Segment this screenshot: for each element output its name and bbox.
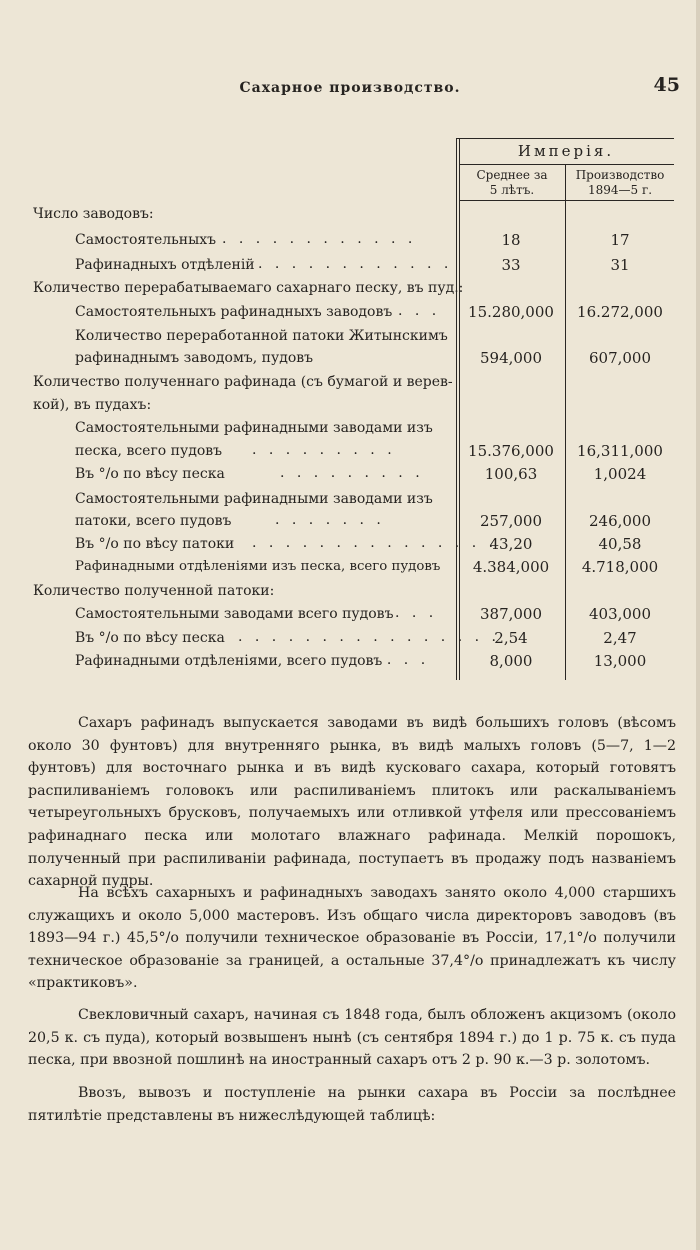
row-label-percent-sand-weight-2: Въ °/о по вѣсу песка — [75, 630, 225, 646]
cell-value: 100,63 — [484, 465, 538, 483]
cell-value: 4.384,000 — [472, 558, 550, 576]
cell-value: 40,58 — [598, 535, 642, 553]
cell-value: 607,000 — [588, 349, 652, 367]
cell-value: 16,311,000 — [577, 442, 663, 460]
row-label-molasses-processed: Количество переработанной патоки Житынскимъ — [75, 328, 448, 344]
row-label-from-sand-total: песка, всего пудовъ — [75, 443, 223, 459]
leader-dots: . . . — [395, 605, 438, 621]
row-label-from-molasses-total: патоки, всего пудовъ — [75, 513, 232, 529]
row-label-independent-total: Самостоятельными заводами всего пудовъ — [75, 606, 394, 622]
cell-value: 8,000 — [489, 652, 533, 670]
leader-dots: . . . . . . . . . . . . — [258, 256, 453, 272]
table-left-rule — [456, 138, 457, 680]
group-header-rule — [459, 164, 674, 165]
row-label-refinery-from-sand: Рафинадными отдѣленіями изъ песка, всего пудовъ — [75, 559, 441, 574]
paragraph-imports-exports: Ввозъ, вывозъ и поступленіе на рынки сахара въ Россіи за послѣднее пятилѣтіе представлены въ нижеслѣдующей таблицѣ: — [28, 1085, 676, 1124]
cell-value: 2,54 — [494, 629, 528, 647]
cell-value: 1,0024 — [593, 465, 647, 483]
cell-value: 31 — [610, 256, 630, 274]
row-label-percent-sand-weight: Въ °/о по вѣсу песка — [75, 466, 225, 482]
cell-value: 18 — [501, 231, 521, 249]
row-label-from-sand: Самостоятельными рафинадными заводами изъ — [75, 420, 433, 436]
cell-value: 13,000 — [593, 652, 647, 670]
row-label-from-molasses: Самостоятельными рафинадными заводами изъ — [75, 491, 433, 507]
paragraph-excise: Свекловичный сахаръ, начиная съ 1848 года, былъ обложенъ акцизомъ (около 20,5 к. съ пуда), который возвышенъ нынѣ (съ сентября 1894 г.) до 1 р. 75 к. съ пуда песка, при ввозной пошлинѣ на иностранный сахаръ отъ 2 р. 90 к.—3 р. золотомъ. — [28, 1007, 676, 1069]
cell-value: 246,000 — [588, 512, 652, 530]
row-label-refined-obtained-cont: кой), въ пудахъ: — [33, 397, 152, 413]
running-header: Сахарное производство. — [239, 80, 461, 96]
row-label-factories-count: Число заводовъ: — [33, 206, 154, 222]
leader-dots: . . . . . . . . . . . . . . . — [252, 535, 498, 551]
cell-value: 16.272,000 — [577, 303, 663, 321]
leader-dots: . . . . . . . — [275, 512, 385, 528]
cell-value: 43,20 — [489, 535, 533, 553]
paragraph-refined-sugar: Сахаръ рафинадъ выпускается заводами въ видѣ большихъ головъ (вѣсомъ около 30 фунтовъ) для внутренняго рынка, въ видѣ малыхъ головъ (5—7, 1—2 фунтовъ) для восточнаго рынка и въ видѣ кусковаго сахара, который готовятъ распиливаніемъ головокъ или распиливаніемъ плитокъ или раскалываніемъ четыреугольныхъ брусковъ, получаемыхъ или отливкой утфеля или прессованіемъ рафинаднаго песка или молотаго влажнаго рафинада. Мелкій порошокъ, полученный при распиливаніи рафинада, поступаетъ въ продажу подъ названіемъ сахарной пудры. — [28, 715, 676, 890]
row-label-refined-obtained: Количество полученнаго рафинада (съ бумагой и верев- — [33, 374, 453, 390]
cell-value: 17 — [610, 231, 630, 249]
leader-dots: . . . — [398, 303, 441, 319]
column-header-rule — [459, 200, 674, 201]
leader-dots: . . . . . . . . . — [252, 442, 396, 458]
row-label-percent-molasses-weight: Въ °/о по вѣсу патоки — [75, 536, 235, 552]
page-number: 45 — [653, 74, 680, 96]
page-edge — [696, 0, 700, 1250]
cell-value: 33 — [501, 256, 521, 274]
cell-value: 15.376,000 — [468, 442, 554, 460]
paragraph-employees: На всѣхъ сахарныхъ и рафинадныхъ заводахъ занято около 4,000 старшихъ служащихъ и около 5,000 мастеровъ. Изъ общаго числа директоровъ заводовъ (въ 1893—94 г.) 45,5°/о получили техническое образованіе въ Россіи, 17,1°/о получили техническое образованіе за границей, а остальные 37,4°/о принадлежатъ къ числу «практиковъ». — [28, 885, 676, 992]
column-header-production: Производство 1894—5 г. — [575, 168, 665, 197]
row-label-molasses-processed-cont: рафинаднымъ заводомъ, пудовъ — [75, 350, 314, 366]
leader-dots: . . . . — [370, 652, 430, 668]
row-label-molasses-obtained: Количество полученной патоки: — [33, 583, 275, 599]
cell-value: 594,000 — [479, 349, 543, 367]
cell-value: 387,000 — [479, 605, 543, 623]
row-label-independent: Самостоятельныхъ — [75, 232, 217, 248]
table-group-header: Имперія. — [517, 142, 615, 160]
cell-value: 403,000 — [588, 605, 652, 623]
cell-value: 4.718,000 — [581, 558, 659, 576]
row-label-refinery-total: Рафинадными отдѣленіями, всего пудовъ — [75, 653, 383, 669]
row-label-refinery-departments: Рафинадныхъ отдѣленій — [75, 257, 255, 273]
leader-dots: . . . . . . . . . . . . — [222, 231, 417, 247]
leader-dots: . . . . . . . . . — [280, 465, 424, 481]
row-label-sand-processed: Количество перерабатываемаго сахарнаго песку, въ пуд.: — [33, 280, 464, 296]
row-label-independent-refineries: Самостоятельныхъ рафинадныхъ заводовъ — [75, 304, 393, 320]
cell-value: 257,000 — [479, 512, 543, 530]
column-header-average: Среднее за 5 лѣтъ. — [476, 168, 548, 197]
table-top-rule — [456, 138, 674, 139]
leader-dots: . . . . . . . . . . . . . . . . — [238, 629, 500, 645]
cell-value: 2,47 — [603, 629, 637, 647]
table-left-rule-inner — [459, 138, 460, 680]
cell-value: 15.280,000 — [468, 303, 554, 321]
